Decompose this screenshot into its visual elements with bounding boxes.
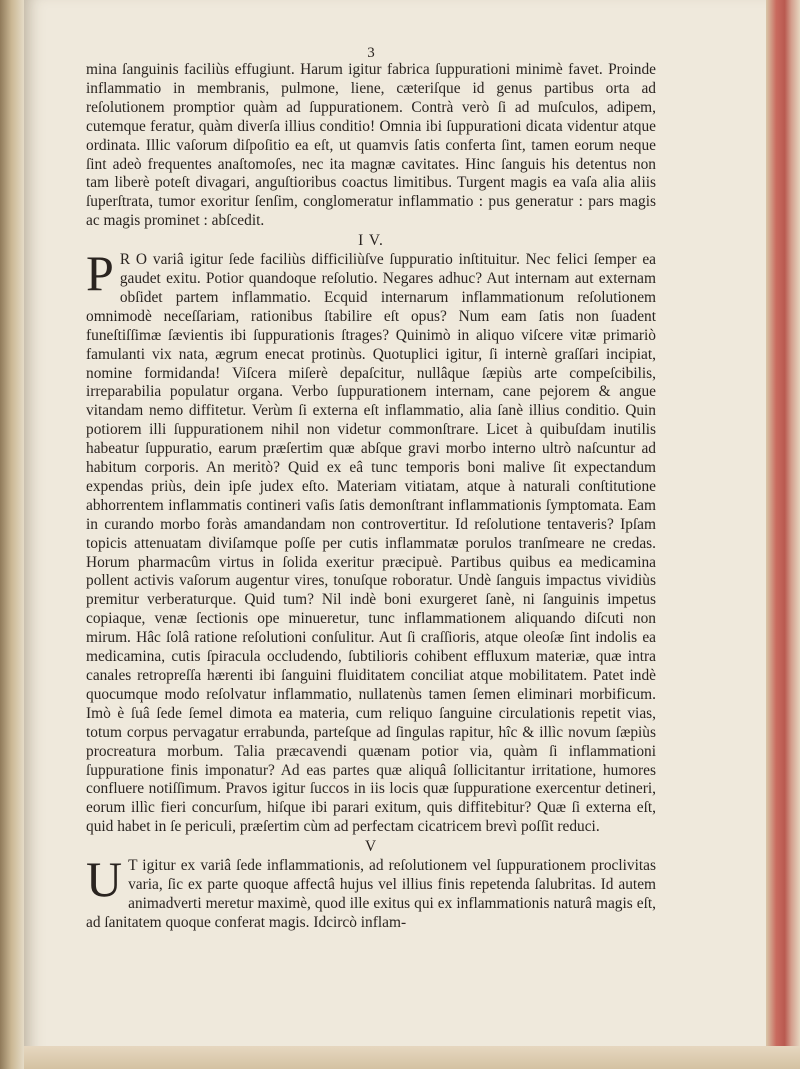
paragraph-section-v <box>86 851 656 933</box>
section-heading-iv: I V. <box>358 232 384 250</box>
drop-cap-initial: U <box>86 851 123 908</box>
paragraph-text: R O variâ igitur ſede faciliùs difficiliùſve ſuppuratio inſtituitur. Nec felici ſemper ea gaudet exitu. Potior quandoque reſolutio. Negares adhuc? Aut internam aut externam obſidet partem inflammatio. Ecquid internarum inflammationum reſolutionem omnimodè neceſſariam, rationibus ſtabilire eſt opus? Num eam ſatis non ſuadent funeſtiſſimæ ſævientis ibi ſuppurationis ſtrages? Quinimò in aliquo viſcere vitæ primariò famulanti vix nata, ægrum enecat protinùs. Quotuplici igitur, ſi internè graſſari incipiat, nomine formidanda! Viſcera miſerè depaſcitur, nullâque ſæpiùs arte compeſcibilis, irreparabilia populatur organa. Verbo ſuppurationem internam, cane pejorem & angue vitandam nemo diffitetur. Verùm ſi externa eſt inflammatio, alia ſanè illius conditio. Quin potiorem illi ſuppurationem nihil non videtur commonſtrare. Licet à quibuſdam inutilis habeatur ſuppuratio, earum præſertim quæ abſque gravi morbo interno ultrò naſcuntur ad habitum corporis. An meritò? Quid ex eâ tunc temporis boni malive ſit expectandum expendas priùs, dein ipſe judex eſto. Materiam vitiatam, atque à naturali conſtitutione abhorrentem inflammatis contineri vaſis ſatis demonſtrant inflammationis ſymptomata. Eam in curando morbo foràs amandandam non controvertitur. Id reſolutione tentaveris? Ipſam topicis attenuatam diviſamque poſſe per cutis inflammatæ porulos tranſmeare ne credas. Horum pharmacûm virtus in ſolida exeritur præcipuè. Partibus quibus ea medicamina pollent activis vaſorum augentur vires, tonuſque roboratur. Undè ſanguis impactus vividiùs premitur verberaturque. Quid tum? Nil indè boni exurgeret ſanè, ni ſanguinis impetus copiaque, venæ ſectionis ope minueretur, tunc inflammationem aliquando diſcuti non mirum. Hâc ſolâ ratione reſolutioni conſulitur. Aut ſi craſſioris, atque oleoſæ ſint indolis ea medicamina, cutis ſpiracula occludendo, ſubtilioris cohibent effluxum materiæ, quæ intra canales retropreſſa hærenti ibi ſanguini fluiditatem conciliat atque mobilitatem. Patet indè quocumque modo reſolvatur inflammatio, nullatenùs tamen ſemen eliminari morbificum. Imò è ſuâ ſede ſemel dimota ea materia, cum reliquo ſanguine circulationis repetit vias, totum corpus pervagatur errabunda, parteſque ad ſingulas rapitur, hîc & illìc novum ſæpiùs procreatura morbum. Talia præcavendi quænam potior via, quàm ſi inflammationi ſuppurationе finis imponatur? Ad eas partes quæ aliquâ ſollicitantur irritatione, humores confluere notiſſimum. Pravos igitur ſuccos in iis locis quæ ſuppuratione exercentur detineri, eorum illìc fieri concurſum, hiſque ibi parari exitum, quis diffitebitur? Quæ ſi externa eſt, quid habet in ſe periculi, præſertim cùm ad perfectam cicatricem brevì poſſit reduci. <box>86 251 656 836</box>
page-edge-bottom <box>24 1046 800 1069</box>
paragraph-section-iv <box>86 245 656 837</box>
page-number: 3 <box>367 45 375 61</box>
paragraph-continued: mina ſanguinis faciliùs effugiunt. Harum igitur fabrica ſuppurationi minimè favet. Proinde inflammatio in membranis, pulmone, liene, cæteriſque id genus partibus orta ad reſolutionem promptior quàm ad ſuppurationem. Contrà verò ſi ad muſculos, adipem, cutemque feratur, quàm diverſa illius conditio! Omnia ibi ſuppurationi dicata videntur atque ordinata. Illic vaſorum diſpoſitio ea eſt, ut quamvis ſatis conferta ſint, tamen eorum neque ſint adeò frequentes anaſtomoſes, nec ita magnæ cavitates. Hinc ſanguis his detentus non tam liberè poteſt divagari, anguſtioribus coactus limitibus. Turgent magis ea vaſa alia aliis ſuperſtrata, tumor exoritur ſenſim, conglomeratur inflammatio : pus generatur : pars magis ac magis prominet : abſcedit. <box>86 61 656 230</box>
book-spine-shadow <box>0 0 26 1069</box>
section-heading-v: V <box>364 838 378 856</box>
page-edge-right <box>766 0 800 1069</box>
paragraph-text: T igitur ex variâ ſede inflammationis, ad reſolutionem vel ſuppurationem proclivitas varia, ſic ex parte quoque affectâ hujus vel illius finis repetenda ſalubritas. Id autem animadverti meretur maximè, quod ille exitus qui ex inflammationis naturâ magis eſt, ad ſanitatem quoque conferat magis. Idcircò inflam- <box>86 857 656 931</box>
page-text-body <box>86 45 656 933</box>
drop-cap-initial: P <box>86 245 114 302</box>
